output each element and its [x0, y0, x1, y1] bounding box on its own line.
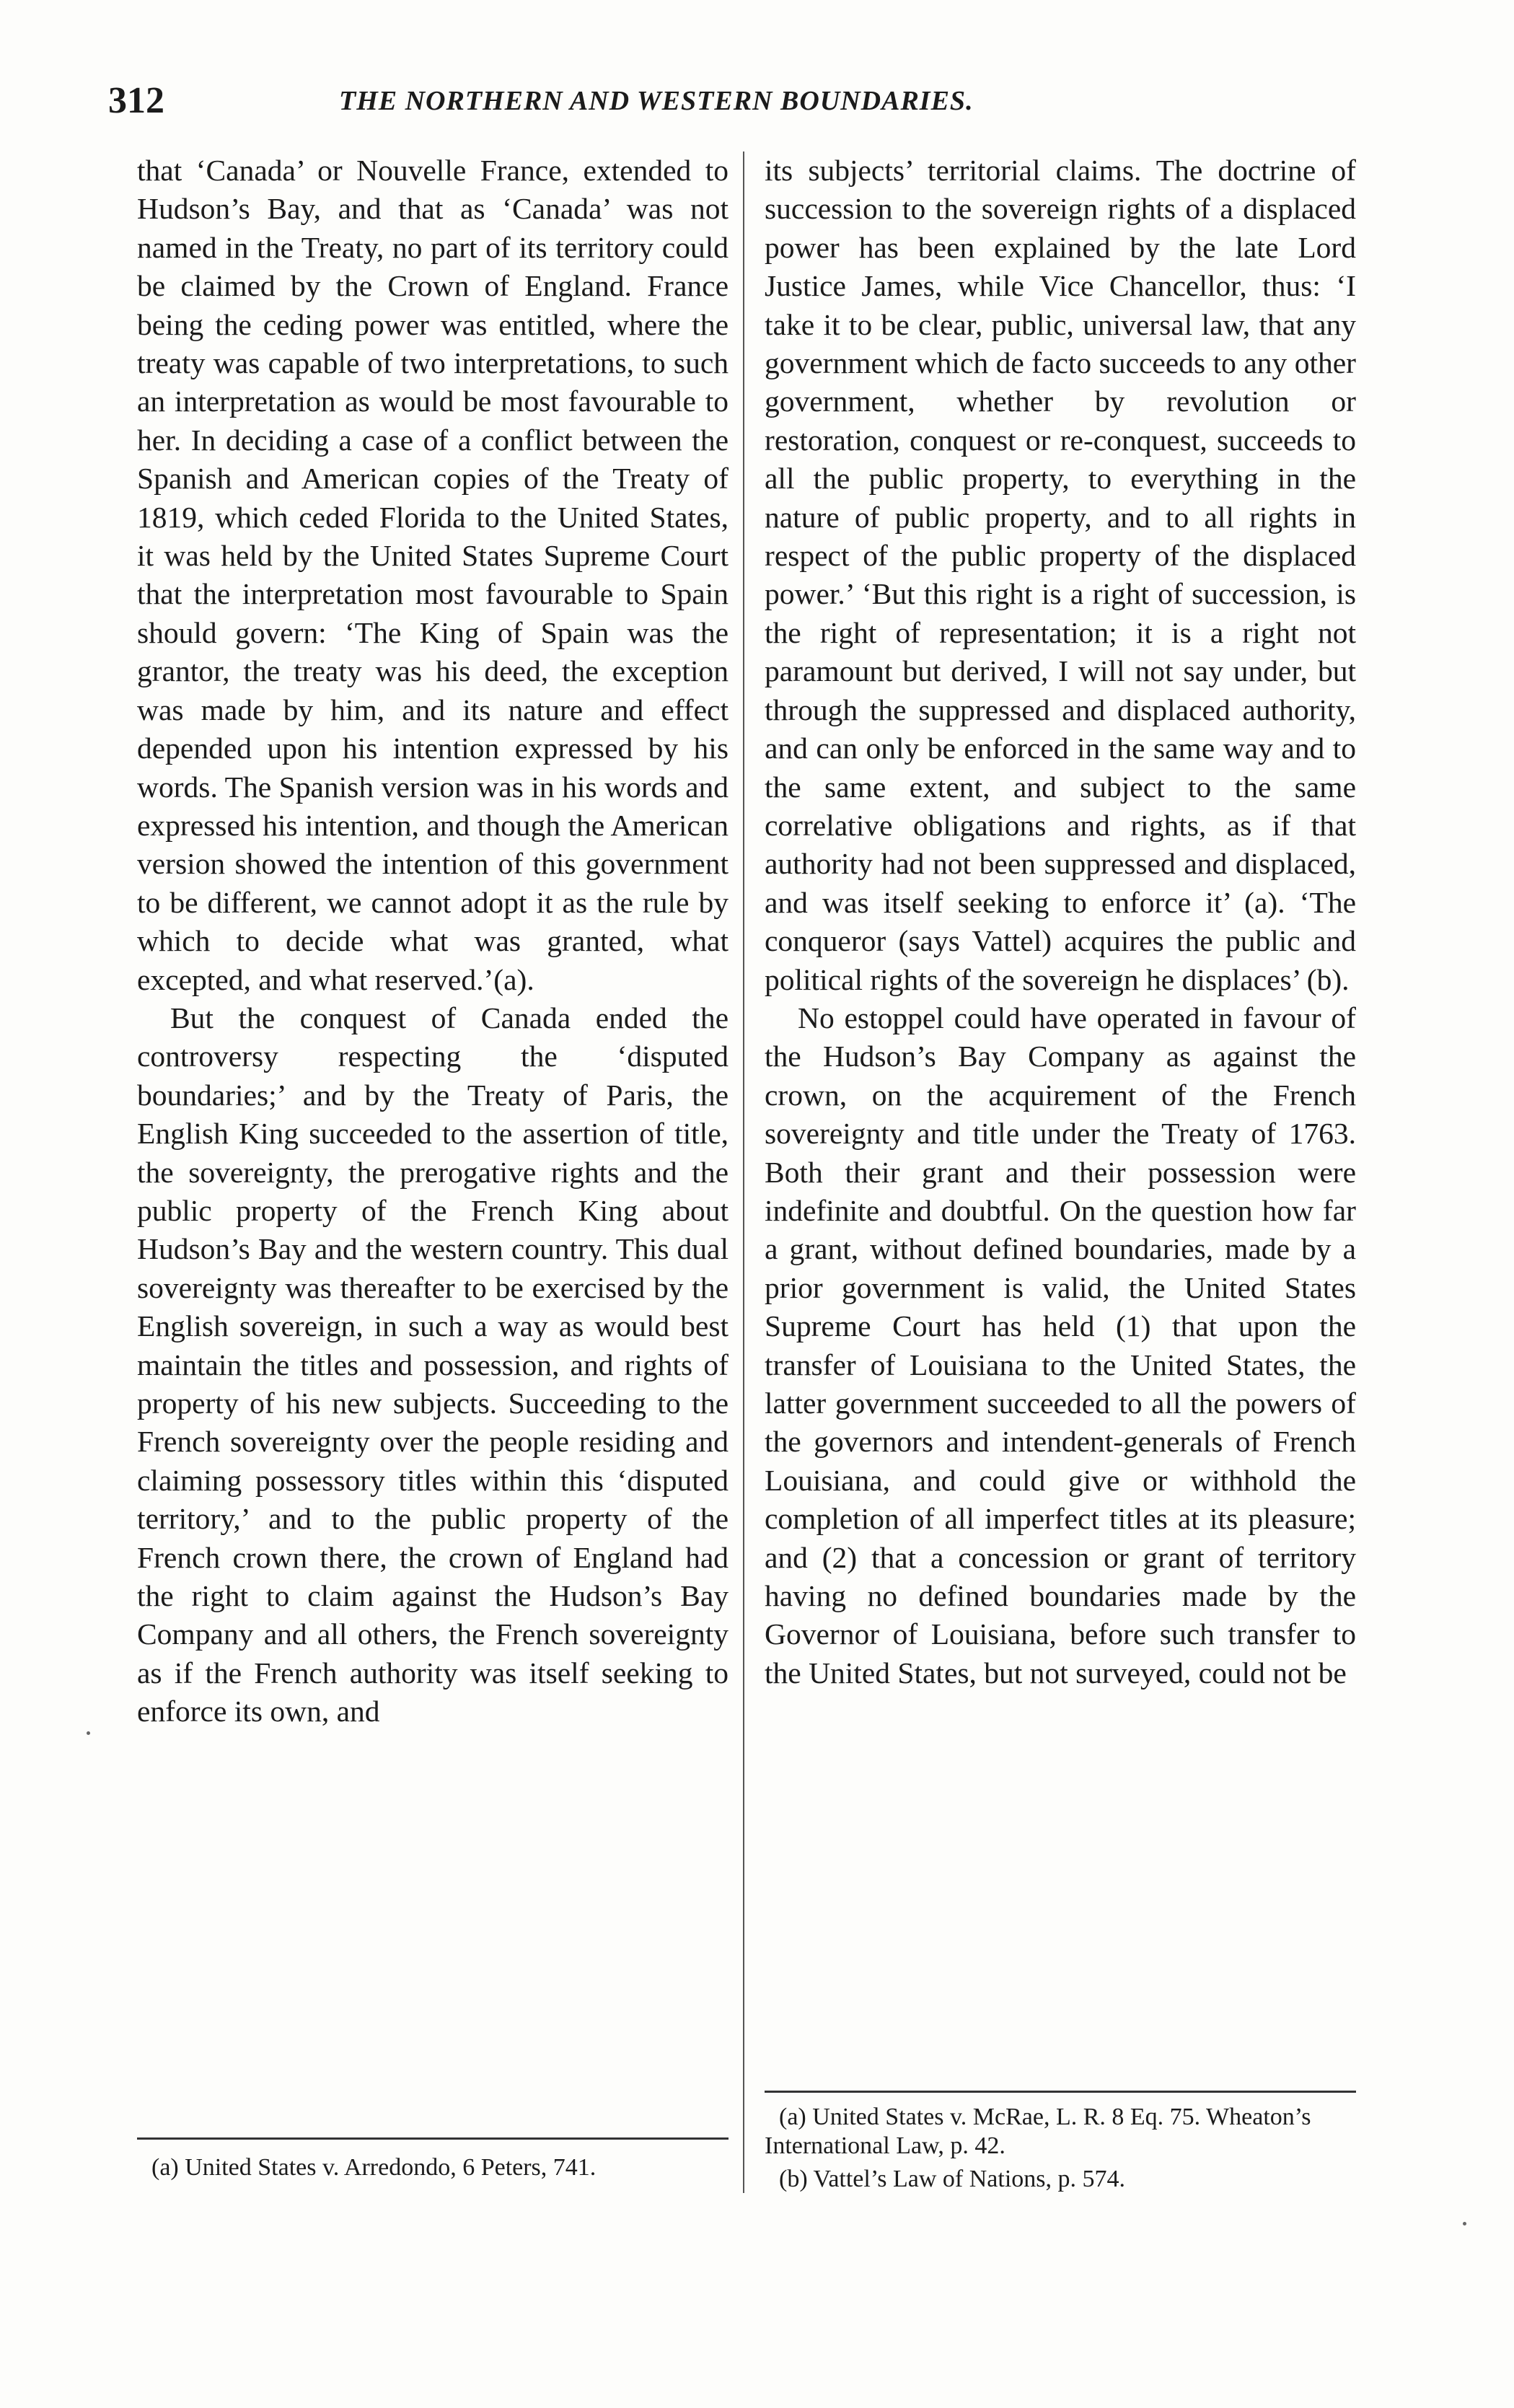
left-paragraph-1: that ‘Canada’ or Nouvelle France, extended to Hudson’s Bay, and that as ‘Canada’ was not named in the Treaty, no part of its territory could be claimed by the Crown of England. France being the ceding power was entitled, where the treaty was capable of two interpretations, to such an interpretation as would be most favourable to her. In deciding a case of a conflict between the Spanish and American copies of the Treaty of 1819, which ceded Florida to the United States, it was held by the United States Supreme Court that the interpretation most favourable to Spain should govern: ‘The King of Spain was the grantor, the treaty was his deed, the exception was made by him, and its nature and effect depended upon his intention expressed by his words. The Spanish version was in his words and expressed his intention, and though the American version showed the intention of this government to be different, we cannot adopt it as the rule by which to decide what was granted, what excepted, and what reserved.’(a).: [137, 154, 729, 996]
footnote-a-right: (a) United States v. McRae, L. R. 8 Eq. 75. Wheaton’s International Law, p. 42.: [765, 2104, 1311, 2159]
footnote-b-right: (b) Vattel’s Law of Nations, p. 574.: [779, 2166, 1126, 2192]
page-header: [108, 79, 1407, 137]
running-head: THE NORTHERN AND WESTERN BOUNDARIES.: [339, 86, 974, 116]
left-footnotes: [137, 2153, 729, 2187]
footnote-a-left: (a) United States v. Arredondo, 6 Peters, 741.: [151, 2154, 597, 2181]
right-footnote-rule: [765, 2091, 1356, 2093]
print-speck: [1463, 2222, 1466, 2225]
column-divider: [743, 151, 744, 2193]
right-column: [765, 151, 1356, 1692]
right-paragraph-1: its subjects’ territorial claims. The doctrine of succession to the sovereign rights of a displaced power has been explained by the late Lord Justice James, while Vice Chancellor, thus: ‘I take it to be clear, public, universal law, that any government which de facto succeeds to any other government, whether by revolution or restoration, conquest or re-conquest, succeeds to all the public property, to everything in the nature of public property, and to all rights in respect of the public property of the displaced power.’ ‘But this right is a right of succession, is the right of representation; it is a right not paramount but derived, I will not say under, but through the suppressed and displaced authority, and can only be enforced in the same way and to the same extent, and subject to the same correlative obligations and rights, as if that authority had not been suppressed and displaced, and was itself seeking to enforce it’ (a). ‘The conqueror (says Vattel) acquires the public and political rights of the sovereign he displaces’ (b).: [765, 154, 1356, 996]
print-speck: [87, 1731, 90, 1735]
left-footnote-rule: [137, 2137, 729, 2140]
left-column: [137, 151, 729, 1731]
right-footnotes: [765, 2103, 1356, 2198]
left-paragraph-2: But the conquest of Canada ended the controversy respecting the ‘disputed boundaries;’ and by the Treaty of Paris, the English King succeeded to the assertion of title, the sovereignty, the prerogative rights and the public property of the French King about Hudson’s Bay and the western country. This dual sovereignty was thereafter to be exercised by the English sovereign, in such a way as would best maintain the titles and possession, and rights of property of his new subjects. Succeeding to the French sovereignty over the people residing and claiming possessory titles within this ‘disputed territory,’ and to the public property of the French crown there, the crown of England had the right to claim against the Hudson’s Bay Company and all others, the French sovereignty as if the French authority was itself seeking to enforce its own, and: [137, 1001, 729, 1728]
right-paragraph-2: No estoppel could have operated in favour of the Hudson’s Bay Company as against the crown, on the acquirement of the French sovereignty and title under the Treaty of 1763. Both their grant and their possession were indefinite and doubtful. On the question how far a grant, without defined boundaries, made by a prior government is valid, the United States Supreme Court has held (1) that upon the transfer of Louisiana to the United States, the latter government succeeded to all the powers of the governors and intendent-generals of French Louisiana, and could give or withhold the completion of all imperfect titles at its pleasure; and (2) that a concession or grant of territory having no defined boundaries made by the Governor of Louisiana, before such transfer to the United States, but not surveyed, could not be: [765, 1001, 1356, 1689]
page-number: 312: [108, 80, 164, 121]
